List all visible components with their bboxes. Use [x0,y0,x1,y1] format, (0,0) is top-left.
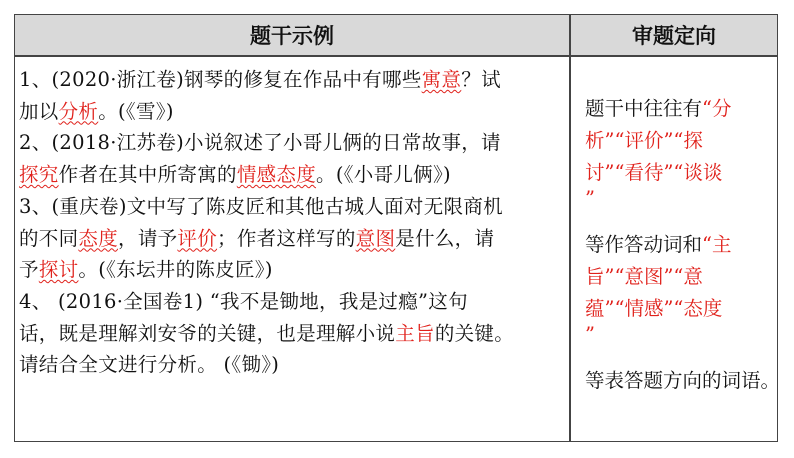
example-4 [19,286,567,381]
keyword: “分 [702,97,732,120]
keyword: 态度 [78,226,119,250]
keyword: 评价 [177,226,218,250]
example-line [19,286,567,318]
text-run: 等作答动词和 [585,233,703,256]
example-line [19,318,567,350]
guidance-cell [585,93,790,397]
example-1 [19,64,567,127]
keyword: 探讨 [38,258,79,282]
text-run: ？试 [461,68,501,91]
keyword: 探究 [19,163,59,187]
example-2 [19,127,567,190]
text-run: ，请予 [118,226,178,250]
guidance-line: ” [585,187,595,210]
example-line [19,254,567,286]
text-run: 1、(2020·浙江卷)钢琴的修复在作品中有哪些 [19,68,422,91]
example-line [19,64,567,96]
guidance-line [585,229,790,261]
example-line [19,223,567,255]
guidance-line: 等表答题方向的词语。 [585,369,781,392]
text-run: 是什么，请 [395,226,495,250]
spacer [585,209,790,229]
keyword: “主 [702,233,732,256]
header-examples: 题干示例 [15,15,569,55]
text-run: 3、(重庆卷)文中写了陈皮匠和其他古城人面对无限商机 [19,194,503,218]
example-line [19,349,567,381]
guidance-line: 旨”“意图”“意 [585,265,703,288]
keyword: 意图 [355,226,396,250]
keyword: 情感态度 [236,163,317,187]
spacer [585,345,790,365]
header-guidance: 审题定向 [571,15,777,55]
keyword: 寓意 [421,68,462,91]
keyword: 主旨 [395,321,435,345]
guidance-line: 析”“评价”“探 [585,129,703,152]
text-run: 作者在其中所寄寓的 [58,163,237,187]
guidance-line [585,93,790,125]
example-table [14,14,781,442]
text-run: 的不同 [19,226,79,250]
example-line [19,159,567,191]
examples-cell [19,64,567,381]
text-run: 话，既是理解刘安爷的关键，也是理解小说 [19,321,396,345]
text-run: 加以 [19,99,59,123]
text-run: 。(《东坛井的陈皮匠》) [78,258,273,282]
example-3 [19,191,567,286]
text-run: 。(《雪》) [98,99,174,123]
keyword: 分析 [58,99,99,123]
text-run: 。(《小哥儿俩》) [316,163,451,187]
header-divider [15,55,777,57]
text-run: 予 [19,258,39,282]
text-run: 题干中往往有 [585,97,703,120]
example-line [19,96,567,128]
text-run: 2、(2018·江苏卷)小说叙述了小哥儿俩的日常故事，请 [19,131,501,155]
text-run: 的关键。 [434,321,515,345]
text-run: 4、 (2016·全国卷1) “我不是锄地，我是过瘾”这句 [19,289,468,313]
guidance-line: 讨”“看待”“谈谈 [585,161,723,184]
example-line [19,127,567,159]
guidance-line: ” [585,323,595,346]
text-run: 请结合全文进行分析。 (《锄》) [19,353,280,377]
text-run: ；作者这样写的 [217,226,356,250]
guidance-line: 蕴”“情感”“态度 [585,297,723,320]
column-divider [569,15,571,441]
example-line [19,191,567,223]
